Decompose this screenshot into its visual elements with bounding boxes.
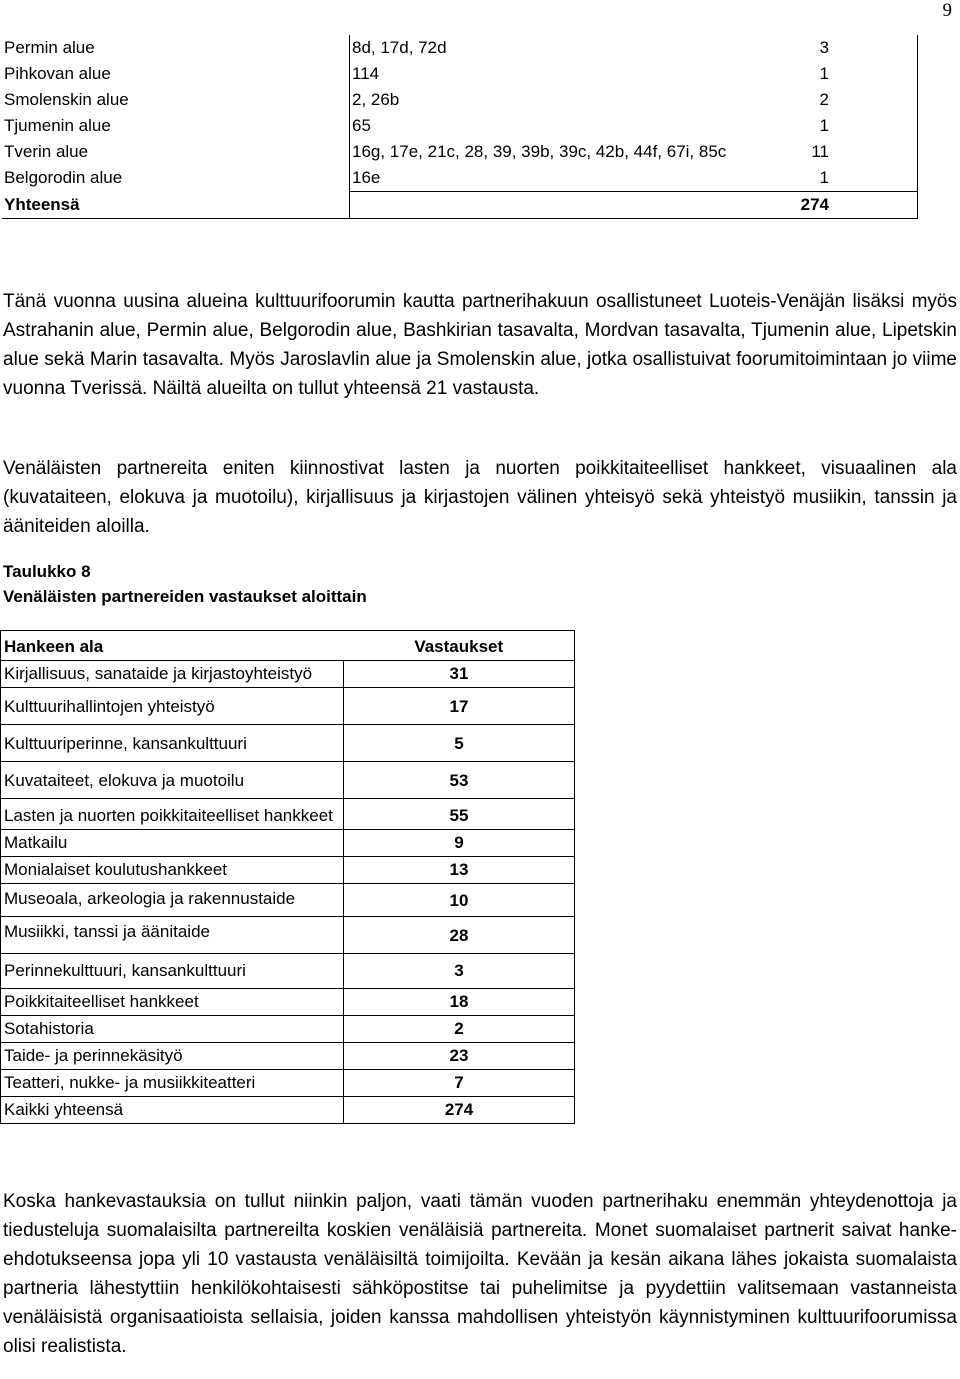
table-row [1, 830, 575, 857]
codes-cell: 16g, 17e, 21c, 28, 39, 39b, 39c, 42b, 44f, 67i, 85c [350, 139, 730, 165]
field-name: Poikkitaiteelliset hankkeet [1, 989, 344, 1016]
field-count: 274 [344, 1097, 575, 1124]
table-row [2, 165, 918, 192]
field-name: Kulttuurihallintojen yhteistyö [1, 688, 344, 725]
table-row [1, 954, 575, 989]
table-row [2, 61, 918, 87]
field-name: Kirjallisuus, sanataide ja kirjastoyhteistyö [1, 661, 344, 688]
field-name: Musiikki, tanssi ja äänitaide [1, 917, 344, 954]
total-label: Yhteensä [2, 192, 350, 219]
table-row [2, 113, 918, 139]
table-caption-number: Taulukko 8 [3, 562, 91, 581]
field-name: Monialaiset koulutushankkeet [1, 857, 344, 884]
table-row [1, 884, 575, 917]
table-total-row [1, 1097, 575, 1124]
field-count: 7 [344, 1070, 575, 1097]
count-cell: 2 [729, 87, 918, 113]
field-name: Perinnekulttuuri, kansankulttuuri [1, 954, 344, 989]
page-number: 9 [942, 0, 952, 21]
table-row [1, 1043, 575, 1070]
count-cell: 11 [729, 139, 918, 165]
table-row [1, 1070, 575, 1097]
table-row [2, 35, 918, 61]
table-row [2, 87, 918, 113]
field-name: Museoala, arkeologia ja rakennustaide [1, 884, 344, 917]
field-count: 2 [344, 1016, 575, 1043]
field-name: Taide- ja perinnekäsityö [1, 1043, 344, 1070]
count-cell: 1 [729, 113, 918, 139]
paragraph-new-regions: Tänä vuonna uusina alueina kulttuurifoorumin kautta partnerihakuun osallistuneet Luoteis-Venäjän lisäksi myös Astrahanin alue, Permin alue, Belgorodin alue, Bashkirian tasavalta, Mordvan tasavalta, Tjumenin alue, Lipetskin alue sekä Marin tasavalta. Myös Jaroslavlin alue ja Smolenskin alue, jotka osallistuivat foorumitoimintaan jo viime vuonna Tverissä. Näiltä alueilta on tullut yhteensä 21 vastausta. [3, 291, 957, 399]
total-row [2, 192, 918, 219]
field-count: 28 [344, 917, 575, 954]
table-row [1, 688, 575, 725]
field-name: Matkailu [1, 830, 344, 857]
field-count: 17 [344, 688, 575, 725]
table-caption-title: Venäläisten partnereiden vastaukset aloittain [3, 587, 367, 606]
region-cell: Tverin alue [4, 142, 89, 161]
table-row [1, 917, 575, 954]
field-count: 13 [344, 857, 575, 884]
field-name: Sotahistoria [1, 1016, 344, 1043]
total-count: 274 [729, 192, 918, 219]
table-row [2, 139, 918, 165]
codes-cell: 16e [350, 165, 730, 192]
field-count: 3 [344, 954, 575, 989]
field-count: 53 [344, 762, 575, 799]
region-cell: Permin alue [4, 38, 95, 57]
paragraph-partner-search: Koska hankevastauksia on tullut niinkin paljon, vaati tämän vuoden partnerihaku enemmän yhteydenottoja ja tiedusteluja suomalaisilta partnereilta koskien venäläisiä partnereita. Monet suomalaiset partnerit saivat hanke-ehdotukseensa jopa yli 10 vastausta venäläisiltä toimijoilta. Kevään ja kesän aikana lähes jokaista suomalaista partneria lähestyttiin henkilökohtaisesti sähköpostitse tai puhelimitse ja pyydettiin valitsemaan vastanneista venäläisistä organisaatioista sellaisia, joiden kanssa mahdollisen yhteistyön käynnistyminen kulttuurifoorumissa olisi realistista. [3, 1191, 957, 1357]
field-count: 31 [344, 661, 575, 688]
region-cell: Pihkovan alue [4, 64, 111, 83]
table-header-row [1, 631, 575, 661]
codes-cell: 2, 26b [350, 87, 730, 113]
field-count: 23 [344, 1043, 575, 1070]
codes-cell: 65 [350, 113, 730, 139]
field-name: Kulttuuriperinne, kansankulttuuri [1, 725, 344, 762]
responses-by-field-table [0, 630, 575, 1124]
count-cell: 3 [729, 35, 918, 61]
table-row [1, 799, 575, 830]
field-count: 9 [344, 830, 575, 857]
header-responses: Vastaukset [344, 631, 575, 661]
count-cell: 1 [729, 165, 918, 192]
field-count: 18 [344, 989, 575, 1016]
table-row [1, 989, 575, 1016]
regions-table [2, 35, 918, 219]
codes-cell: 114 [350, 61, 730, 87]
field-count: 55 [344, 799, 575, 830]
total-codes [350, 192, 730, 219]
table-row [1, 725, 575, 762]
field-name: Teatteri, nukke- ja musiikkiteatteri [1, 1070, 344, 1097]
field-name: Lasten ja nuorten poikkitaiteelliset hankkeet [1, 799, 344, 830]
count-cell: 1 [729, 61, 918, 87]
field-name: Kaikki yhteensä [1, 1097, 344, 1124]
table-row [1, 661, 575, 688]
field-name: Kuvataiteet, elokuva ja muotoilu [1, 762, 344, 799]
field-count: 10 [344, 884, 575, 917]
table-row [1, 857, 575, 884]
field-count: 5 [344, 725, 575, 762]
region-cell: Tjumenin alue [4, 116, 111, 135]
table-row [1, 1016, 575, 1043]
codes-cell: 8d, 17d, 72d [350, 35, 730, 61]
header-field: Hankeen ala [1, 631, 344, 661]
region-cell: Smolenskin alue [4, 90, 129, 109]
paragraph-interests: Venäläisten partnereita eniten kiinnostivat lasten ja nuorten poikkitaiteelliset hankkeet, visuaalinen ala (kuvataiteen, elokuva ja muotoilu), kirjallisuus ja kirjastojen välinen yhteisyö sekä yhteistyö musiikin, tanssin ja ääniteiden aloilla. [3, 458, 957, 537]
table-row [1, 762, 575, 799]
region-cell: Belgorodin alue [4, 168, 123, 187]
